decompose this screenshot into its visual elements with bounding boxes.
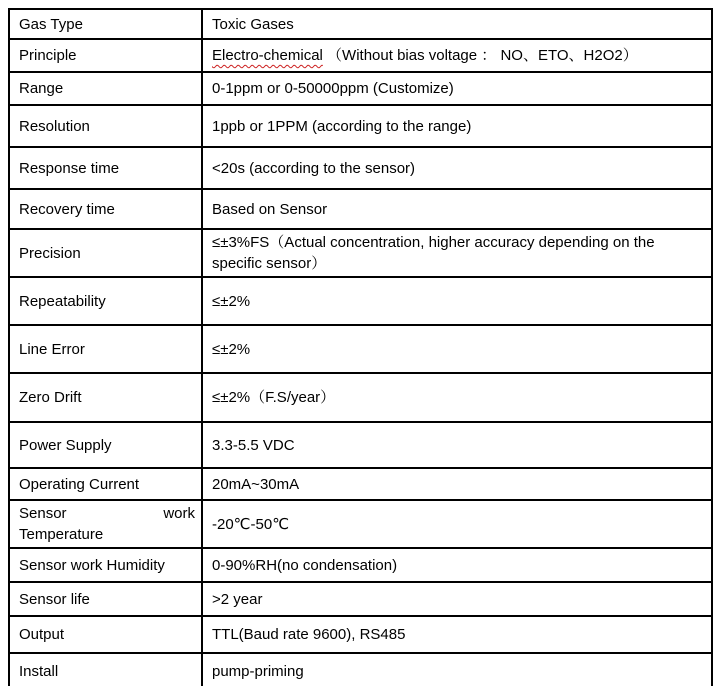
spec-value: ≤±2% (202, 277, 712, 325)
spec-label: Zero Drift (9, 373, 202, 422)
spec-label: Range (9, 72, 202, 105)
table-row-gas-type (9, 9, 712, 39)
spec-value: Toxic Gases (202, 9, 712, 39)
spec-label: Resolution (9, 105, 202, 147)
table-row-response-time (9, 147, 712, 189)
table-row-range (9, 72, 712, 105)
spec-label: Repeatability (9, 277, 202, 325)
table-row-principle (9, 39, 712, 72)
spec-label-word: work (163, 505, 195, 522)
table-row-install (9, 653, 712, 686)
spec-label: Response time (9, 147, 202, 189)
spec-label-line1 (19, 503, 195, 524)
spec-value: ≤±2% (202, 325, 712, 373)
spec-table (8, 8, 713, 686)
spec-value: >2 year (202, 582, 712, 616)
table-row-operating-current (9, 468, 712, 500)
spec-value: -20℃-50℃ (202, 500, 712, 548)
spec-label: Sensor life (9, 582, 202, 616)
spec-table-body (9, 9, 712, 686)
spec-value: 0-90%RH(no condensation) (202, 548, 712, 582)
table-row-line-error (9, 325, 712, 373)
spellchecked-term: Electro-chemical (212, 47, 323, 64)
spec-label: Install (9, 653, 202, 686)
spec-value: 3.3-5.5 VDC (202, 422, 712, 468)
table-row-resolution (9, 105, 712, 147)
table-row-recovery-time (9, 189, 712, 229)
spec-label-word: Sensor (19, 505, 67, 522)
table-row-power-supply (9, 422, 712, 468)
spec-value: 20mA~30mA (202, 468, 712, 500)
spec-label-line2: Temperature (19, 526, 104, 543)
spec-value: 1ppb or 1PPM (according to the range) (202, 105, 712, 147)
spec-label: Sensor work Humidity (9, 548, 202, 582)
spec-label: Power Supply (9, 422, 202, 468)
document-page (0, 8, 719, 686)
spec-value: TTL(Baud rate 9600), RS485 (202, 616, 712, 653)
spec-label: Recovery time (9, 189, 202, 229)
spec-label: Operating Current (9, 468, 202, 500)
spec-value: pump-priming (202, 653, 712, 686)
table-row-repeatability (9, 277, 712, 325)
spec-value: ≤±2%（F.S/year） (202, 373, 712, 422)
spec-value: Based on Sensor (202, 189, 712, 229)
spec-value (202, 39, 712, 72)
spec-value: 0-1ppm or 0-50000ppm (Customize) (202, 72, 712, 105)
spec-label: Output (9, 616, 202, 653)
spec-label: Gas Type (9, 9, 202, 39)
spec-label: Principle (9, 39, 202, 72)
table-row-zero-drift (9, 373, 712, 422)
spec-label: Precision (9, 229, 202, 277)
spec-label (9, 500, 202, 548)
table-row-sensor-work-humidity (9, 548, 712, 582)
spec-value: ≤±3%FS（Actual concentration, higher accuracy depending on the specific sensor） (202, 229, 712, 277)
spec-label: Line Error (9, 325, 202, 373)
table-row-precision (9, 229, 712, 277)
table-row-sensor-work-temperature (9, 500, 712, 548)
spec-value: <20s (according to the sensor) (202, 147, 712, 189)
table-row-output (9, 616, 712, 653)
table-row-sensor-life (9, 582, 712, 616)
spec-value-rest: （Without bias voltage ： NO、ETO、H2O2） (327, 47, 638, 64)
